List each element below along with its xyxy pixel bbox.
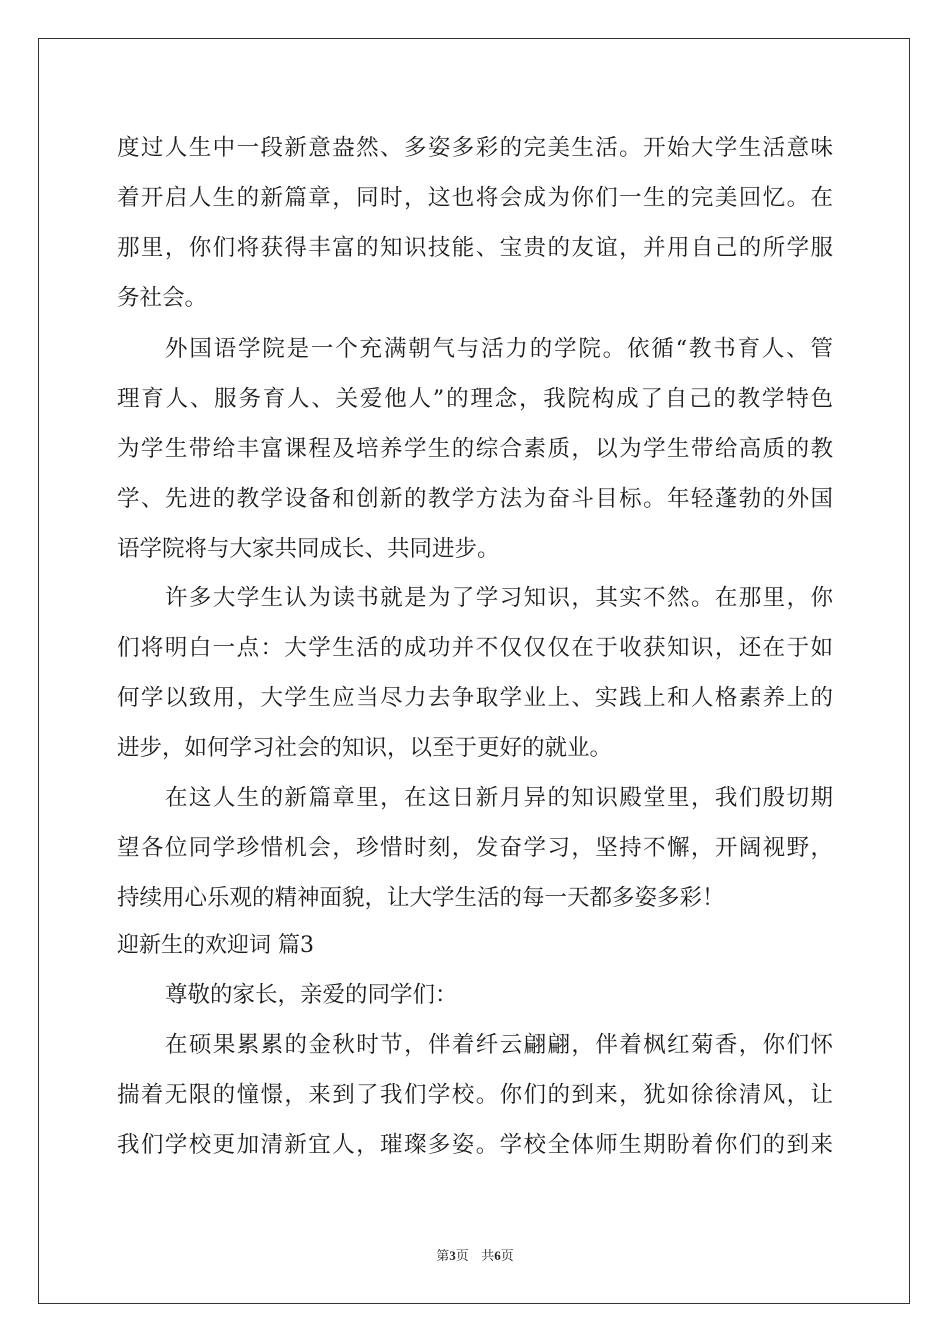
total-suffix: 页: [500, 1249, 514, 1264]
text-line: 那里，你们将获得丰富的知识技能、宝贵的友谊，并用自己的所学服: [117, 235, 833, 261]
total-pages: 6: [494, 1248, 501, 1263]
text-line: 何学以致用，大学生应当尽力去争取学业上、实践上和人格素养上的: [117, 685, 833, 711]
text-line: 们将明白一点：大学生活的成功并不仅仅仅在于收获知识，还在于如: [117, 635, 833, 661]
text-line: 揣着无限的憧憬，来到了我们学校。你们的到来，犹如徐徐清风，让: [117, 1082, 833, 1108]
paragraph-start: 在这人生的新篇章里，在这日新月异的知识殿堂里，我们殷切期: [165, 785, 833, 811]
text-line: 学、先进的教学设备和创新的教学方法为奋斗目标。年轻蓬勃的外国: [117, 486, 833, 512]
text-line: 持续用心乐观的精神面貌，让大学生活的每一天都多姿多彩！: [117, 885, 725, 911]
text-line: 为学生带给丰富课程及培养学生的综合素质，以为学生带给高质的教: [117, 436, 833, 462]
page-prefix: 第: [436, 1249, 450, 1264]
page-suffix: 页: [455, 1249, 469, 1264]
text-line: 着开启人生的新篇章，同时，这也将会成为你们一生的完美回忆。在: [117, 185, 833, 211]
page-number: 3: [449, 1248, 456, 1263]
text-line: 我们学校更加清新宜人，璀璨多姿。学校全体师生期盼着你们的到来: [117, 1132, 833, 1158]
paragraph-start: 在硕果累累的金秋时节，伴着纤云翩翩，伴着枫红菊香，你们怀: [165, 1032, 833, 1058]
text-line: 进步，如何学习社会的知识，以至于更好的就业。: [117, 735, 613, 761]
text-line: 理育人、服务育人、关爱他人”的理念，我院构成了自己的教学特色: [117, 386, 833, 412]
salutation: 尊敬的家长，亲爱的同学们：: [165, 982, 458, 1008]
paragraph-start: 外国语学院是一个充满朝气与活力的学院。依循“教书育人、管: [165, 336, 833, 362]
section-heading: 迎新生的欢迎词 篇3: [117, 933, 314, 958]
page-footer: [0, 1245, 950, 1264]
text-line: 务社会。: [117, 285, 208, 311]
total-prefix: 共: [481, 1249, 495, 1264]
text-line: 望各位同学珍惜机会，珍惜时刻，发奋学习，坚持不懈，开阔视野，: [117, 835, 833, 861]
paragraph-start: 许多大学生认为读书就是为了学习知识，其实不然。在那里，你: [165, 585, 833, 611]
text-line: 语学院将与大家共同成长、共同进步。: [117, 536, 500, 562]
page-border: [38, 38, 910, 1304]
text-line: 度过人生中一段新意盎然、多姿多彩的完美生活。开始大学生活意味: [117, 135, 833, 161]
